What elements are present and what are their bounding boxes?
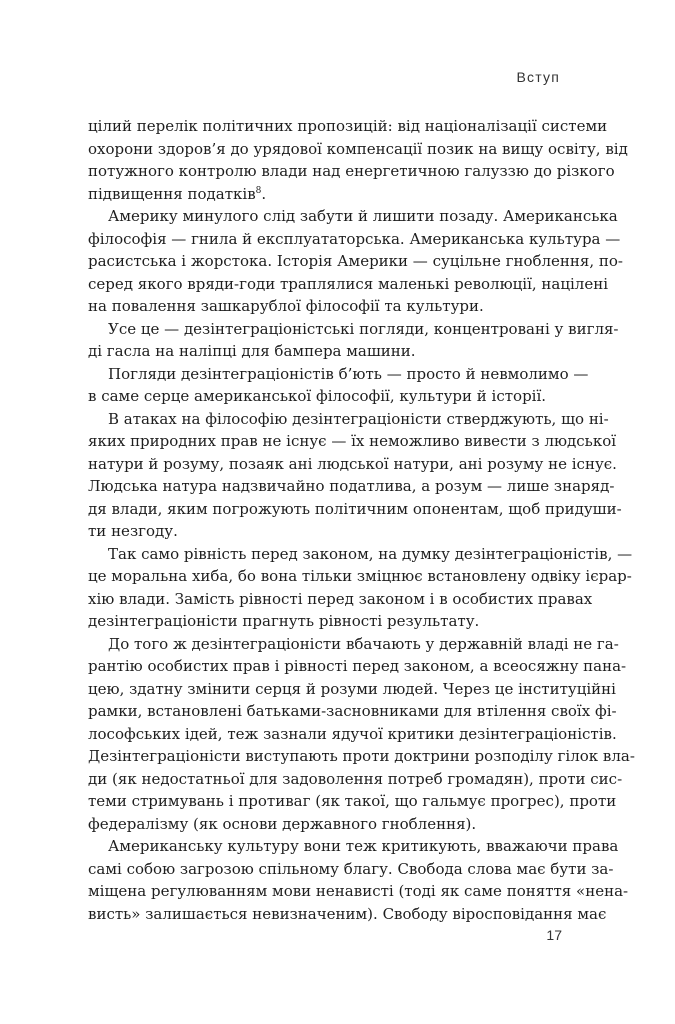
text-line — [88, 408, 609, 431]
line-text: філософія — гнила й експлуататорська. Американська культура — — [88, 229, 621, 248]
text-line — [88, 610, 558, 633]
paragraph — [88, 205, 623, 318]
text-line — [88, 588, 593, 611]
line-text: самі собою загрозою спільному благу. Свобода слова має бути за- — [88, 859, 614, 878]
text-line — [88, 700, 617, 723]
paragraph — [88, 543, 633, 633]
running-header: Вступ — [516, 69, 560, 85]
text-line — [88, 565, 632, 588]
text-line — [88, 903, 607, 926]
paragraph — [88, 318, 619, 363]
line-text: хію влади. Замість рівності перед законом і в особистих правах — [88, 589, 593, 608]
line-text: в саме серце американської філософії, культури й історії. — [88, 387, 547, 405]
line-text: міщена регулюванням мови ненависті (тоді як саме поняття «нена- — [88, 882, 629, 900]
line-text: яких природних прав не існує — їх неможливо вивести з людської — [88, 432, 617, 450]
paragraph — [88, 115, 628, 205]
text-line — [88, 768, 623, 791]
footnote-marker[interactable]: 8 — [255, 185, 262, 196]
line-text: цілий перелік політичних пропозицій: від націоналізації системи — [88, 117, 608, 135]
text-line — [88, 250, 623, 273]
line-text: рантію особистих прав і рівності перед законом, а всеосяжну пана- — [88, 657, 627, 675]
text-line — [88, 115, 608, 138]
text-line — [88, 138, 628, 161]
line-text: серед якого вряди-годи траплялися маленькі революції, націлені — [88, 274, 609, 293]
line-text: дезінтеграціоністи прагнуть рівності результату. — [88, 612, 480, 630]
text-line — [88, 363, 589, 386]
line-text: натури й розуму, позаяк ані людської натури, ані розуму не існує. — [88, 454, 617, 473]
text-line — [88, 453, 617, 476]
line-text: ди (як недостатньої для задоволення потреб громадян), проти сис- — [88, 769, 623, 788]
text-line — [88, 813, 558, 836]
paragraph — [88, 408, 622, 543]
text-line — [88, 520, 558, 543]
line-text: Американську культуру вони теж критикують, вважаючи права — [108, 837, 619, 855]
line-text: ти незгоду. — [88, 522, 178, 540]
text-line — [88, 655, 627, 678]
line-text: Усе це — дезінтеграціоністські погляди, концентровані у вигля- — [108, 319, 619, 338]
line-text: дя влади, яким погрожують політичним опонентам, щоб придуши- — [88, 499, 622, 518]
line-text: рамки, встановлені батьками-засновниками для втілення своїх фі- — [88, 702, 617, 720]
line-text: ді гасла на наліпці для бампера машини. — [88, 342, 416, 360]
line-text: До того ж дезінтеграціоністи вбачають у державній владі не га- — [108, 634, 619, 653]
text-line — [88, 295, 558, 318]
text-line — [88, 678, 616, 701]
line-text: лософських ідей, теж зазнали ядучої критики дезінтеграціоністів. — [88, 724, 617, 743]
text-line — [88, 498, 622, 521]
text-line — [88, 318, 619, 341]
body-text — [88, 115, 635, 925]
paragraph — [88, 363, 589, 408]
page-number: 17 — [546, 927, 562, 943]
text-line — [88, 160, 615, 183]
text-line — [88, 858, 614, 881]
text-line — [88, 228, 621, 251]
text-line — [88, 745, 635, 768]
line-text-tail: . — [261, 184, 267, 203]
line-text: це моральна хиба, бо вона тільки зміцнює встановлену одвіку ієрар- — [88, 567, 632, 585]
text-line — [88, 183, 558, 206]
line-text: федералізму (як основи державного гноблення). — [88, 814, 477, 833]
line-text: на повалення зашкарублої філософії та культури. — [88, 297, 484, 315]
line-text: Америку минулого слід забути й лишити позаду. Американська — [108, 207, 618, 225]
line-text: расистська і жорстока. Історія Америки — суцільне гноблення, по- — [88, 252, 623, 270]
text-line — [88, 475, 615, 498]
text-line — [88, 723, 617, 746]
paragraph — [88, 835, 629, 925]
line-text: охорони здоров’я до урядової компенсації позик на вищу освіту, від — [88, 139, 628, 158]
line-text: Дезінтеграціоністи виступають проти доктрини розподілу гілок вла- — [88, 747, 635, 765]
text-line — [88, 273, 609, 296]
line-text: Людська натура надзвичайно податлива, а розум — лише знаряд- — [88, 477, 615, 495]
line-text: В атаках на філософію дезінтеграціоністи стверджують, що ні- — [108, 409, 609, 428]
text-line — [88, 340, 558, 363]
line-text: Так само рівність перед законом, на думку дезінтеграціоністів, — — [108, 544, 633, 563]
text-line — [88, 790, 617, 813]
line-text: цею, здатну змінити серця й розуми людей. Через це інституційні — [88, 679, 616, 698]
line-text: підвищення податків — [88, 184, 256, 203]
paragraph — [88, 633, 635, 836]
line-text: потужного контролю влади над енергетичною галуззю до різкого — [88, 162, 615, 180]
text-line — [88, 633, 619, 656]
line-text: теми стримувань і противаг (як такої, що гальмує прогрес), проти — [88, 792, 617, 810]
text-line — [88, 543, 633, 566]
line-text: Погляди дезінтеграціоністів б’ють — просто й невмолимо — — [108, 364, 589, 383]
text-line — [88, 205, 618, 228]
line-text: висть» залишається невизначеним). Свободу віросповідання має — [88, 904, 607, 923]
text-line — [88, 430, 617, 453]
text-line — [88, 835, 619, 858]
text-line — [88, 880, 629, 903]
text-line — [88, 385, 558, 408]
